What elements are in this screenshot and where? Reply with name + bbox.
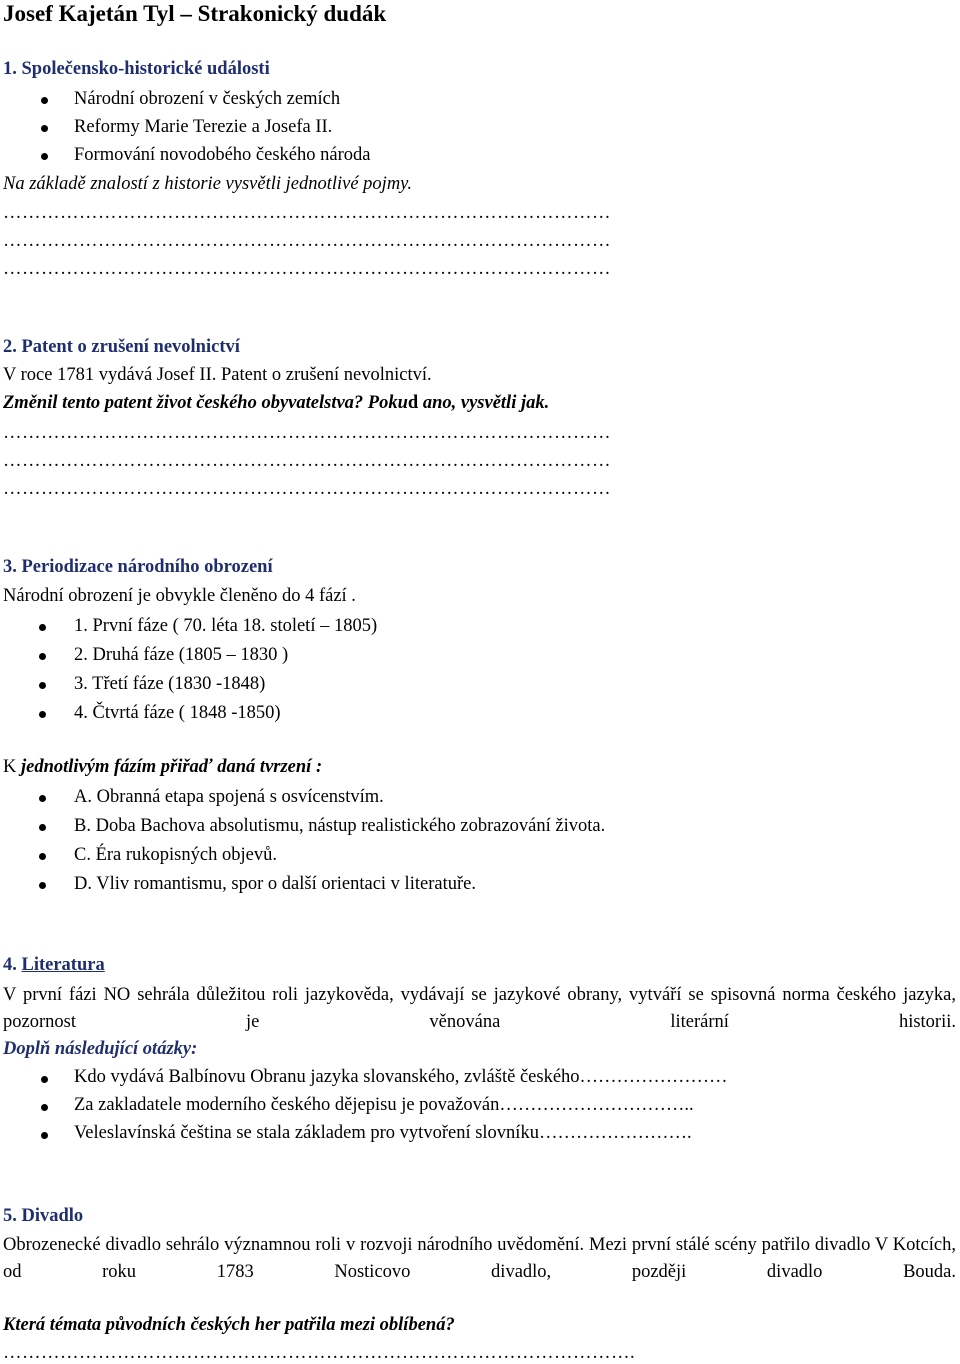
list-item: Formování novodobého českého národa (74, 145, 371, 165)
list-item: C. Éra rukopisných objevů. (74, 845, 277, 865)
section-4-heading (3, 954, 956, 976)
section-2-question (3, 392, 956, 414)
question-text: ano, vysvětli jak. (418, 393, 550, 413)
bullet-icon (41, 1076, 48, 1083)
question-text: Změnil tento patent život českého obyvatelstva? Poku (3, 393, 408, 413)
heading-word: Literatura (21, 955, 105, 975)
page-title: Josef Kajetán Tyl – Strakonický dudák (3, 1, 387, 26)
list-item: 1. První fáze ( 70. léta 18. století – 1805) (74, 616, 378, 636)
section-4-text: V první fázi NO sehrála důležitou roli jazykověda, vydávají se jazykové obrany, vytváří se spisovná norma českého jazyka, pozornost je věnována literární historii. (3, 985, 956, 1032)
section-4-task: Doplň následující otázky: (3, 1039, 198, 1059)
section-5-question: Která témata původních českých her patřila mezi oblíbená? (3, 1315, 455, 1335)
bullet-icon (39, 795, 46, 802)
section-1-heading: 1. Společensko-historické události (3, 59, 270, 79)
bullet-icon (39, 653, 46, 660)
bullet-icon (41, 125, 48, 132)
list-item: D. Vliv romantismu, spor o další orientaci v literatuře. (74, 874, 476, 894)
section-2-heading: 2. Patent o zrušení nevolnictví (3, 337, 240, 357)
section-2-text: V roce 1781 vydává Josef II. Patent o zrušení nevolnictví. (3, 365, 432, 385)
section-3-intro: Národní obrození je obvykle členěno do 4 fází . (3, 586, 356, 606)
list-item: Za zakladatele moderního českého dějepisu je považován………………………….. (74, 1095, 694, 1115)
list-item: 4. Čtvrtá fáze ( 1848 -1850) (74, 703, 281, 723)
list-item: Veleslavínská čeština se stala základem pro vytvoření slovníku……………………. (74, 1123, 692, 1143)
bullet-icon (41, 97, 48, 104)
bullet-icon (41, 1132, 48, 1139)
section-3-task (3, 756, 956, 778)
list-item: A. Obranná etapa spojená s osvícenstvím. (74, 787, 384, 807)
section-5-heading: 5. Divadlo (3, 1206, 84, 1226)
bullet-icon (39, 882, 46, 889)
list-item: Kdo vydává Balbínovu Obranu jazyka slovanského, zvláště českého…………………… (74, 1067, 728, 1087)
answer-line[interactable]: …………………………………………………………………………………… (3, 259, 611, 279)
section-5-text: Obrozenecké divadlo sehrálo významnou roli v rozvoji národního uvědomění. Mezi první stálé scény patřilo divadlo V Kotcích, od roku 1783 Nosticovo divadlo, později divadlo Bouda. (3, 1235, 956, 1282)
bullet-icon (39, 624, 46, 631)
heading-number: 4. (3, 955, 22, 975)
bullet-icon (41, 153, 48, 160)
list-item: 3. Třetí fáze (1830 -1848) (74, 674, 266, 694)
task-letter: K (3, 757, 17, 777)
task-text: jednotlivým fázím přiřaď daná tvrzení : (16, 757, 323, 777)
bullet-icon (39, 682, 46, 689)
answer-line[interactable]: …………………………………………………………………………………… (3, 423, 611, 443)
answer-line[interactable]: ………………………………………………………………………………………. (3, 1343, 636, 1363)
section-3-heading: 3. Periodizace národního obrození (3, 557, 273, 577)
bullet-icon (39, 711, 46, 718)
answer-line[interactable]: …………………………………………………………………………………… (3, 451, 611, 471)
list-item: Reformy Marie Terezie a Josefa II. (74, 117, 333, 137)
answer-line[interactable]: …………………………………………………………………………………… (3, 479, 611, 499)
list-item: 2. Druhá fáze (1805 – 1830 ) (74, 645, 289, 665)
bullet-icon (39, 824, 46, 831)
list-item: Národní obrození v českých zemích (74, 89, 341, 109)
list-item: B. Doba Bachova absolutismu, nástup realistického zobrazování života. (74, 816, 606, 836)
question-text: d (407, 393, 419, 413)
answer-line[interactable]: …………………………………………………………………………………… (3, 203, 611, 223)
bullet-icon (41, 1104, 48, 1111)
bullet-icon (39, 853, 46, 860)
section-1-task: Na základě znalostí z historie vysvětli jednotlivé pojmy. (3, 174, 412, 194)
answer-line[interactable]: …………………………………………………………………………………… (3, 231, 611, 251)
